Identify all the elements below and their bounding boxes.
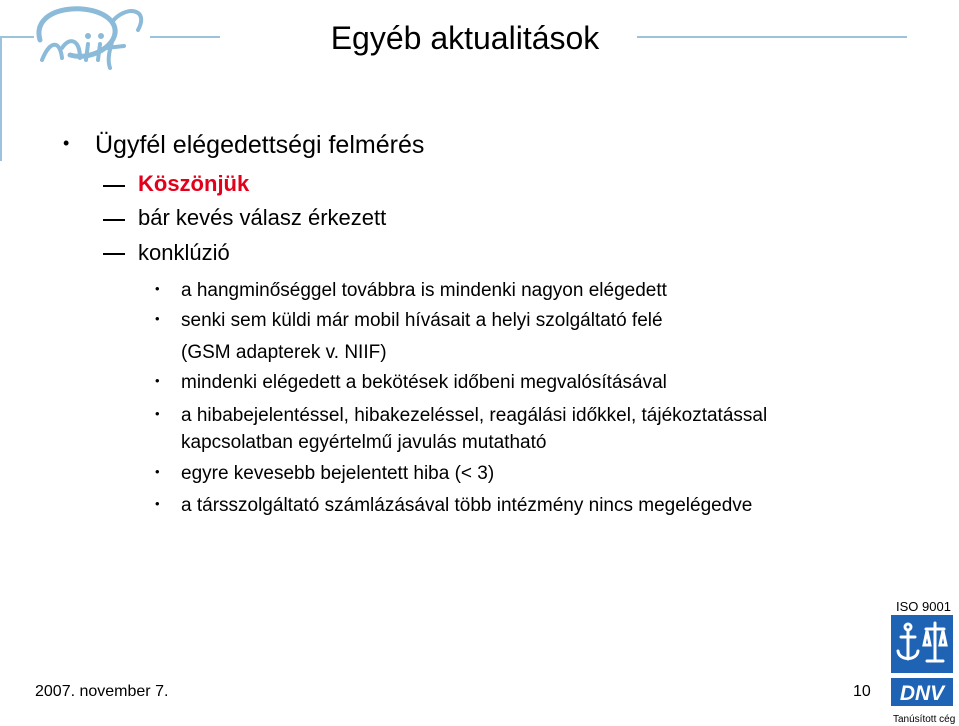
- dash-icon: [103, 185, 125, 187]
- bullet-item-continuation: kapcsolatban egyértelmű javulás mutatható: [181, 432, 547, 453]
- dash-item-responses: bár kevés válasz érkezett: [138, 205, 387, 230]
- dash-icon: [103, 219, 125, 221]
- dnv-text: DNV: [899, 682, 945, 705]
- main-heading: Ügyfél elégedettségi felmérés: [95, 131, 425, 159]
- bullet-icon: •: [155, 464, 160, 479]
- dnv-certification-logo: [891, 615, 953, 710]
- dash-item-thanks: Köszönjük: [138, 171, 250, 196]
- bullet-item: a hangminőséggel továbbra is mindenki nagyon elégedett: [181, 280, 667, 301]
- iso-label: ISO 9001: [896, 599, 951, 614]
- bullet-item: mindenki elégedett a bekötések időbeni megvalósításával: [181, 372, 667, 393]
- page-title: Egyéb aktualitások: [330, 20, 600, 56]
- bullet-icon: •: [155, 406, 160, 421]
- dash-item-conclusion: konklúzió: [138, 240, 230, 265]
- bullet-icon: •: [155, 496, 160, 511]
- certification-caption: Tanúsított cég: [893, 714, 956, 725]
- bullet-item: egyre kevesebb bejelentett hiba (< 3): [181, 463, 495, 484]
- page-number: 10: [853, 683, 871, 700]
- bullet-icon: •: [155, 373, 160, 388]
- bullet-item: senki sem küldi már mobil hívásait a helyi szolgáltató felé: [181, 310, 663, 331]
- bullet-icon: •: [155, 311, 160, 326]
- bullet-icon: •: [155, 281, 160, 296]
- footer-date: 2007. november 7.: [35, 683, 169, 700]
- bullet-item: a hibabejelentéssel, hibakezeléssel, reagálási időkkel, tájékoztatással: [181, 405, 768, 426]
- title-rule: [637, 36, 907, 38]
- dash-icon: [103, 253, 125, 255]
- logo-text: niif: [50, 76, 63, 87]
- bullet-item: a társszolgáltató számlázásával több intézmény nincs megelégedve: [181, 495, 753, 516]
- bullet-item-continuation: (GSM adapterek v. NIIF): [181, 342, 387, 363]
- bullet-icon: •: [63, 133, 70, 153]
